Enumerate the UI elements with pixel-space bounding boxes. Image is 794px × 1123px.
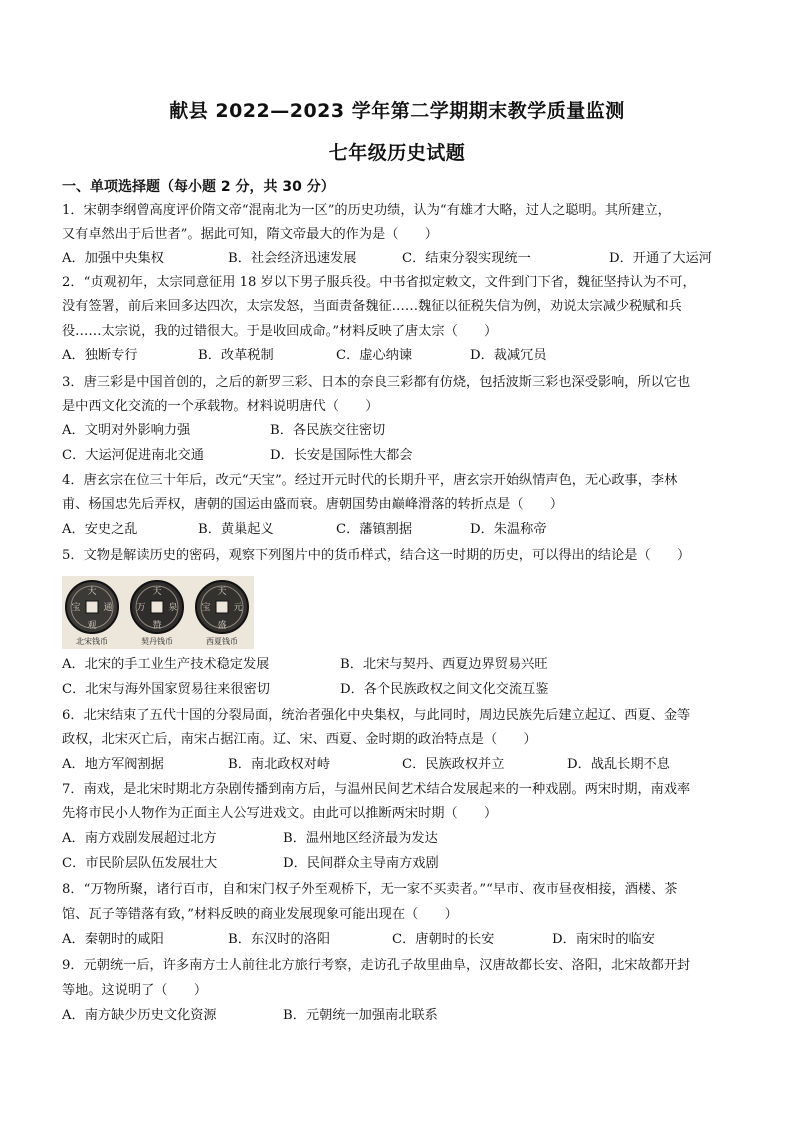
question-2-line-2: 没有签署，前后来回多达四次，太宗发怒，当面责备魏征……魏征以征税失信为例，劝说太宗减少税赋和兵 [62,299,682,314]
question-2-line-1: 2．“贞观初年，太宗同意征用 18 岁以下男子服兵役。中书省拟定敕文，文件到门下省，魏征坚持认为不可， [62,275,696,290]
question-8-line-2: 馆、瓦子等错落有致，”材料反映的商业发展现象可能出现在（ ） [62,907,458,922]
question-6-option-c: C．民族政权并立 [402,757,505,772]
question-7-line-2: 先将市民小人物作为正面主人公写进戏文。由此可以推断两宋时期（ ） [62,806,498,821]
question-8-option-d: D．南宋时的临安 [552,932,655,947]
section-heading: 一、单项选择题（每小题 2 分，共 30 分） [62,179,335,195]
question-9-option-a: A．南方缺少历史文化资源 [62,1008,217,1023]
question-2-option-b: B．改革税制 [198,348,274,363]
question-1-option-d: D．开通了大运河 [609,251,712,266]
question-7-option-d: D．民间群众主导南方戏剧 [283,856,439,871]
coin-3-glyph-left: 宝 [201,603,211,613]
question-6-option-a: A．地方军阀割据 [62,757,164,772]
question-4-option-a: A．安史之乱 [62,522,138,537]
question-1-line-1: 1．宋朝李纲曾高度评价隋文帝“混南北为一区”的历史功绩，认为“有雄才大略，过人之聪明。其所建立， [62,203,671,218]
question-8-option-c: C．唐朝时的长安 [392,932,495,947]
coin-1-glyph-top: 大 [87,587,97,597]
question-3-option-b: B．各民族交往密切 [270,423,386,438]
question-7-option-c: C．市民阶层队伍发展壮大 [62,856,218,871]
question-6-line-1: 6．北宋结束了五代十国的分裂局面，统治者强化中央集权，与此同时，周边民族先后建立起辽、西夏、金等 [62,708,691,723]
northern-song-coin [66,581,118,646]
question-3-option-d: D．长安是国际性大都会 [270,448,413,463]
question-2-line-3: 役……太宗说，我的过错很大。于是收回成命。”材料反映了唐太宗（ ） [62,324,498,339]
coin-2-glyph-bottom: 赞 [152,621,162,631]
question-7-option-a: A．南方戏剧发展超过北方 [62,831,217,846]
question-2-option-c: C．虚心纳谏 [336,348,413,363]
question-7-line-1: 7．南戏，是北宋时期北方杂剧传播到南方后，与温州民间艺术结合发展起来的一种戏剧。两宋时期，南戏率 [62,782,691,797]
question-6-option-b: B．南北政权对峙 [228,757,331,772]
question-3-option-c: C．大运河促进南北交通 [62,448,204,463]
question-6-option-d: D．战乱长期不息 [567,757,670,772]
question-6-line-2: 政权，北宋灭亡后，南宋占据江南。辽、宋、西夏、金时期的政治特点是（ ） [62,732,537,747]
question-5-line-1: 5．文物是解读历史的密码，观察下列图片中的货币样式，结合这一时期的历史，可以得出的结论是（ ） [62,548,691,563]
question-8-line-1: 8．“万物所聚，诸行百市，自和宋门权子外至观桥下，无一家不买卖者。”“早市、夜市昼夜相接，酒楼、茶 [62,882,678,897]
question-5-option-b: B．北宋与契丹、西夏边界贸易兴旺 [340,657,548,672]
question-4-option-d: D．朱温称帝 [470,522,547,537]
coin-1-glyph-left: 宝 [71,603,81,613]
question-9-option-b: B．元朝统一加强南北联系 [283,1008,438,1023]
khitan-coin [131,581,183,646]
coin-3-glyph-top: 天 [217,587,227,597]
question-9-line-1: 9．元朝统一后，许多南方士人前往北方旅行考察，走访孔子故里曲阜，汉唐故都长安、洛阳，北宋故都开封 [62,958,691,973]
coin-1-glyph-bottom: 观 [87,621,97,631]
question-5-option-d: D．各个民族政权之间文化交流互鉴 [340,682,549,697]
coin-label-khitan: 契丹钱币 [141,637,173,646]
question-4-line-1: 4．唐玄宗在位三十年后，改元“天宝”。经过开元时代的长期升平，唐玄宗开始纵情声色，无心政事，李林 [62,473,678,488]
question-3-line-2: 是中西文化交流的一个承载物。材料说明唐代（ ） [62,399,379,414]
question-1-option-c: C．结束分裂实现统一 [402,251,531,266]
question-4-option-c: C．藩镇割据 [336,522,413,537]
coin-2-glyph-top: 天 [152,587,162,597]
coin-3-glyph-bottom: 盛 [217,621,227,631]
question-4-option-b: B．黄巢起义 [198,522,274,537]
question-2-option-a: A．独断专行 [62,348,138,363]
question-3-option-a: A．文明对外影响力强 [62,423,191,438]
question-1-option-a: A．加强中央集权 [62,251,164,266]
western-xia-coin [196,581,248,646]
coin-images [62,576,254,649]
exam-title: 献县 2022—2023 学年第二学期期末教学质量监测 [169,100,625,122]
question-1-line-2: 又有卓然出于后世者”。据此可知，隋文帝最大的作为是（ ） [62,227,438,242]
question-8-option-b: B．东汉时的洛阳 [228,932,331,947]
coin-label-western-xia: 西夏钱币 [206,637,238,646]
question-2-option-d: D．裁减冗员 [470,348,547,363]
coin-3-glyph-right: 元 [233,603,243,613]
question-5-option-c: C．北宋与海外国家贸易往来很密切 [62,682,270,697]
question-5-option-a: A．北宋的手工业生产技术稳定发展 [62,657,270,672]
question-3-line-1: 3．唐三彩是中国首创的，之后的新罗三彩、日本的奈良三彩都有仿烧，包括波斯三彩也深受影响，所以它也 [62,375,691,390]
exam-subtitle: 七年级历史试题 [328,142,466,164]
question-4-line-2: 甫、杨国忠先后弄权，唐朝的国运由盛而衰。唐朝国势由巅峰滑落的转折点是（ ） [62,497,564,512]
question-8-option-a: A．秦朝时的咸阳 [62,932,164,947]
question-7-option-b: B．温州地区经济最为发达 [283,831,438,846]
coin-label-northern-song: 北宋钱币 [76,637,108,646]
question-1-option-b: B．社会经济迅速发展 [228,251,357,266]
question-9-line-2: 等地。这说明了（ ） [62,983,208,998]
coin-2-glyph-right: 泉 [168,603,178,613]
coin-1-glyph-right: 通 [103,603,113,613]
coin-2-glyph-left: 万 [136,603,146,613]
